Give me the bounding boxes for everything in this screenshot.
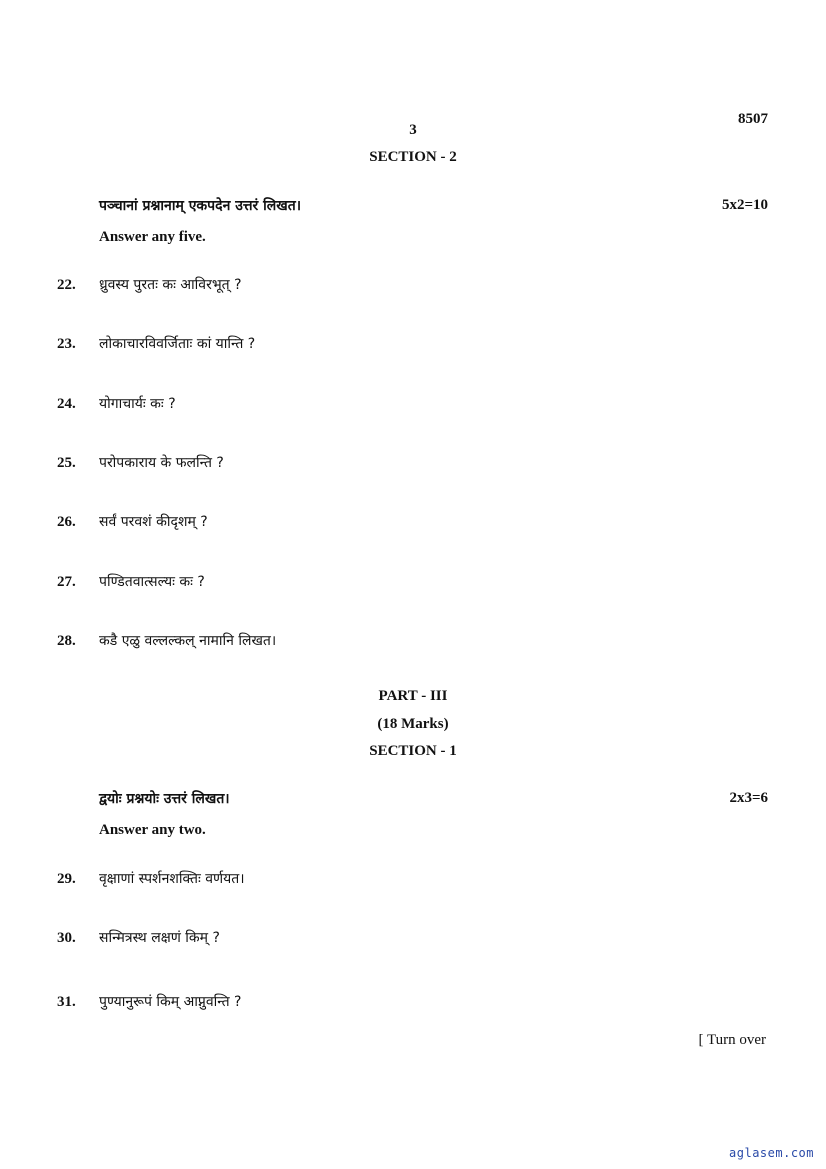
section-1-instruction-sanskrit: द्वयोः प्रश्नयोः उत्तरं लिखत।: [99, 791, 230, 807]
question-text: पण्डितवात्सल्यः कः ?: [99, 574, 205, 590]
question-text: योगाचार्यः कः ?: [99, 396, 176, 412]
section-2-title: SECTION - 2: [369, 149, 457, 165]
section-1-marks: 2x3=6: [729, 790, 768, 806]
question-number: 25.: [57, 455, 76, 471]
section-2-instruction-sanskrit: पञ्चानां प्रश्नानाम् एकपदेन उत्तरं लिखत।: [99, 198, 302, 214]
question-number: 24.: [57, 396, 76, 412]
part-3-title: PART - III: [378, 688, 448, 704]
question-text: पुण्यानुरूपं किम् आप्नुवन्ति ?: [99, 994, 242, 1010]
question-number: 30.: [57, 930, 76, 946]
question-number: 27.: [57, 574, 76, 590]
question-text: सन्मित्रस्थ लक्षणं किम् ?: [99, 930, 220, 946]
section-1-title: SECTION - 1: [369, 743, 457, 759]
question-number: 26.: [57, 514, 76, 530]
question-text: ध्रुवस्य पुरतः कः आविरभूत् ?: [99, 277, 242, 293]
question-text: वृक्षाणां स्पर्शनशक्तिः वर्णयत।: [99, 871, 245, 887]
question-number: 29.: [57, 871, 76, 887]
question-text: लोकाचारविवर्जिताः कां यान्ति ?: [99, 336, 256, 352]
section-2-marks: 5x2=10: [721, 197, 768, 213]
watermark: aglasem.com: [729, 1146, 814, 1160]
question-number: 23.: [57, 336, 76, 352]
question-number: 31.: [57, 994, 76, 1010]
question-text: परोपकाराय के फलन्ति ?: [99, 455, 224, 471]
question-number: 22.: [57, 277, 76, 293]
paper-code: 8507: [738, 111, 768, 127]
question-text: सर्वं परवशं कीदृशम् ?: [99, 514, 208, 530]
question-number: 28.: [57, 633, 76, 649]
part-3-marks-total: (18 Marks): [377, 716, 449, 732]
turn-over-note: [ Turn over: [698, 1032, 766, 1048]
section-2-instruction-english: Answer any five.: [99, 229, 206, 245]
question-text: कडै एळु वल्लल्कल् नामानि लिखत।: [99, 633, 277, 649]
page-number: 3: [409, 122, 417, 138]
section-1-instruction-english: Answer any two.: [99, 822, 206, 838]
